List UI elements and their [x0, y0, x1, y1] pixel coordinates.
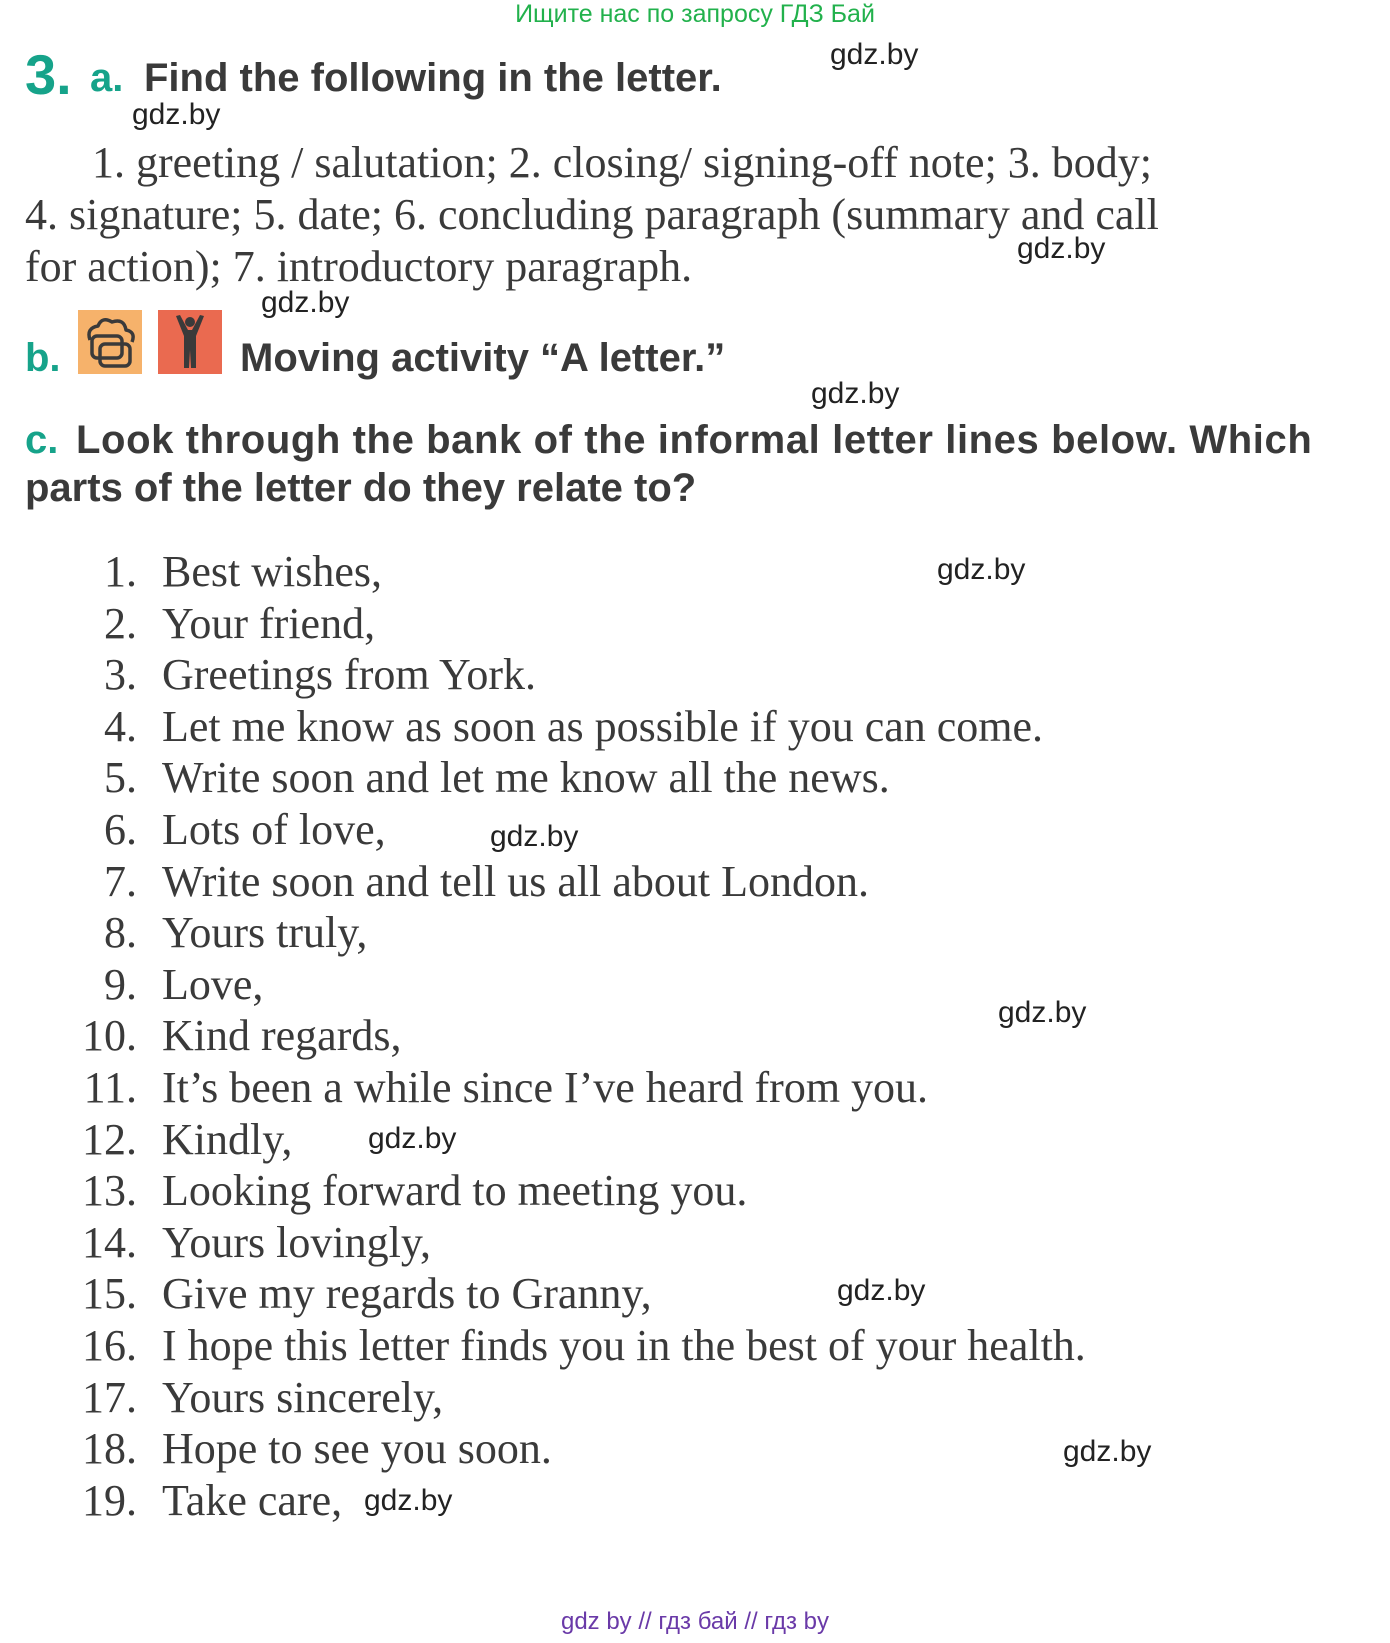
list-item-number: 9.: [104, 960, 137, 1009]
list-item-text: Take care,: [162, 1476, 343, 1525]
list-item-text: Let me know as soon as possible if you can come.: [162, 702, 1044, 751]
watermark: gdz.by: [1017, 232, 1106, 265]
top-banner[interactable]: Ищите нас по запросу ГДЗ Бай: [515, 0, 875, 28]
list-item-text: Hope to see you soon.: [162, 1424, 552, 1473]
list-item-number: 16.: [82, 1321, 137, 1370]
watermark: gdz.by: [811, 377, 900, 410]
list-item-number: 14.: [82, 1218, 137, 1267]
part-a-line-1: 1. greeting / salutation; 2. closing/ signing-off note; 3. body;: [92, 138, 1152, 187]
watermark: gdz.by: [261, 286, 350, 319]
list-item-number: 19.: [82, 1476, 137, 1525]
part-a-letter: a.: [90, 56, 124, 100]
part-a-line-3: for action); 7. introductory paragraph.: [25, 242, 693, 291]
list-item-text: Give my regards to Granny,: [162, 1269, 652, 1318]
list-item-text: Write soon and tell us all about London.: [162, 857, 869, 906]
list-item-text: I hope this letter finds you in the best of your health.: [162, 1321, 1086, 1370]
list-item-text: Kind regards,: [162, 1011, 402, 1060]
list-item-text: It’s been a while since I’ve heard from you.: [162, 1063, 929, 1112]
list-item-number: 18.: [82, 1424, 137, 1473]
part-a-title: Find the following in the letter.: [144, 56, 722, 100]
watermark: gdz.by: [1063, 1435, 1152, 1468]
list-item-text: Lots of love,: [162, 805, 386, 854]
watermark: gdz.by: [998, 996, 1087, 1029]
part-c-letter: c.: [25, 418, 59, 462]
list-item-number: 15.: [82, 1269, 137, 1318]
part-c-title-line-1: Look through the bank of the informal letter lines below. Which: [76, 418, 1313, 462]
part-b-title: Moving activity “A letter.”: [240, 336, 726, 380]
list-item-number: 10.: [82, 1011, 137, 1060]
footer-links[interactable]: gdz by // гдз бай // гдз by: [560, 1608, 830, 1635]
watermark: gdz.by: [132, 98, 221, 131]
list-item-text: Yours lovingly,: [162, 1218, 431, 1267]
list-item-number: 8.: [104, 908, 137, 957]
list-item-text: Love,: [162, 960, 264, 1009]
watermark: gdz.by: [830, 38, 919, 71]
group-work-icon: [78, 310, 142, 374]
watermark: gdz.by: [937, 553, 1026, 586]
list-item-text: Best wishes,: [162, 547, 382, 596]
list-item-number: 5.: [104, 753, 137, 802]
moving-person-icon: [158, 310, 222, 374]
list-item-text: Write soon and let me know all the news.: [162, 753, 890, 802]
list-item-text: Your friend,: [162, 599, 376, 648]
list-item-number: 12.: [82, 1115, 137, 1164]
exercise-number: 3.: [25, 43, 72, 106]
list-item-number: 1.: [104, 547, 137, 596]
list-item-number: 3.: [104, 650, 137, 699]
watermark: gdz.by: [490, 820, 579, 853]
list-item-text: Kindly,: [162, 1115, 293, 1164]
list-item-number: 7.: [104, 857, 137, 906]
list-item-text: Looking forward to meeting you.: [162, 1166, 748, 1215]
part-c-title-line-2: parts of the letter do they relate to?: [25, 466, 697, 510]
list-item-number: 17.: [82, 1373, 137, 1422]
part-a-line-2: 4. signature; 5. date; 6. concluding paragraph (summary and call: [25, 190, 1159, 239]
list-item-number: 4.: [104, 702, 137, 751]
list-item-text: Yours sincerely,: [162, 1373, 444, 1422]
list-item-text: Yours truly,: [162, 908, 368, 957]
watermark: gdz.by: [368, 1122, 457, 1155]
list-item-text: Greetings from York.: [162, 650, 536, 699]
list-item-number: 13.: [82, 1166, 137, 1215]
list-item-number: 2.: [104, 599, 137, 648]
list-item-number: 6.: [104, 805, 137, 854]
watermark: gdz.by: [364, 1484, 453, 1517]
watermark: gdz.by: [837, 1274, 926, 1307]
list-item-number: 11.: [83, 1063, 137, 1112]
part-b-letter: b.: [25, 336, 61, 380]
